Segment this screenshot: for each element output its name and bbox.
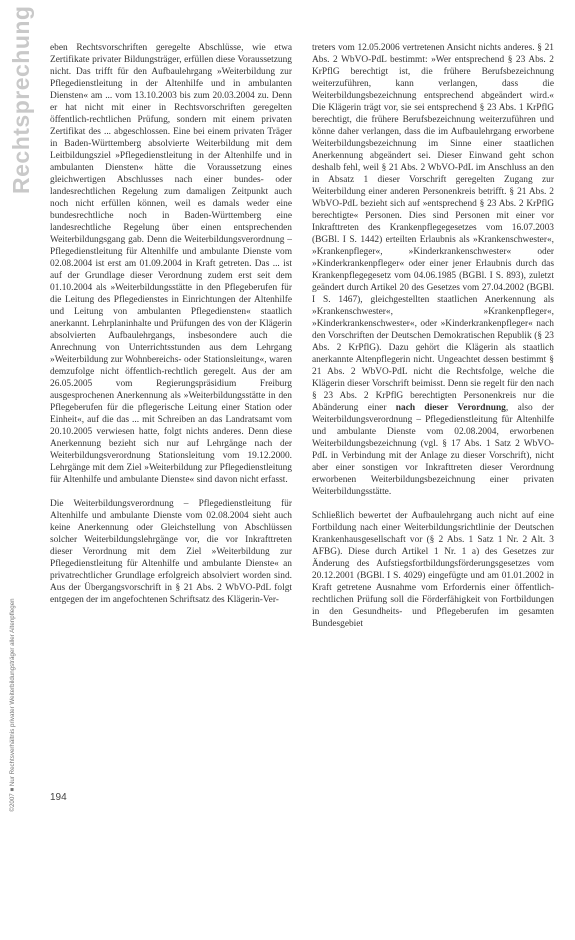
page-number: 194 <box>50 792 67 803</box>
paragraph-gap <box>312 498 554 510</box>
right-paragraph-1 <box>312 42 554 498</box>
left-paragraph-1: eben Rechtsvorschriften geregelte Abschlüsse, wie etwa Zertifikate privater Bildungsträger, erfüllen diese Voraussetzung nicht. Das trifft für den Aufbaulehrgang »Weiterbildung zur Pflegedienstleitung in der Altenhilfe und in ambulanten Diensten« am ... vom 13.10.2003 bis zum 20.03.2004 zu. Denn er hat nicht mit einer in Rechtsvorschriften geregelten öffentlich-rechtlichen Prüfung, sondern mit einem privaten Zertifikat des ... abgeschlossen. Eine bei einem privaten Träger in Baden-Württemberg absolvierte Weiterbildung mit dem Leitbildungsziel »Pflegedienstleitung in der Altenhilfe und in ambulanten Diensten« hätte die Voraussetzung eines gleichwertigen Abschlusses nach einer bundes- oder landesrechtlichen Regelung zum damaligen Zeitpunkt auch noch nicht erfüllen können, weil es damals weder eine bundesrechtliche noch in Baden-Württemberg eine landesrechtliche Regelung über einen entsprechenden Weiterbildungsgang gab. Denn die Weiterbildungsverordnung – Pflegedienstleitung für Altenhilfe und ambulante Dienste vom 02.08.2004 ist erst am 01.09.2004 in Kraft getreten. Das ... ist auf der Grundlage dieser Verordnung zudem erst seit dem 01.10.2004 als »Weiterbildungsstätte in den Pflegeberufen für die Leitung des Pflegedienstes in Einrichtungen der Altenhilfe und Leitung von ambulanten Pflegediensten« staatlich anerkannt. Lehrplaninhalte und Prüfungen des von der Klägerin absolvierten Aufbaulehrgangs, insbesondere auch die Anrechnung von Unterrichtsstunden aus dem Lehrgang »Weiterbildung zur Wohnbereichs- oder Stationsleitung«, waren demzufolge nicht öffentlich-rechtlich geregelt. Aus der am 26.05.2005 vom Regierungspräsidium Freiburg ausgesprochenen Anerkennung als »Weiterbildungsstätte in den Pflegeberufen für die pflegerische Leitung einer Station oder Einheit«, auf die das ... mit Schreiben an das Landratsamt vom 20.10.2005 verwiesen hatte, folgt nichts anderes. Denn diese Anerkennung bezieht sich nur auf Lehrgänge nach der Weiterbildungsverordnung Stationsleitung vom 19.12.2000. Lehrgänge mit dem Ziel »Weiterbildung zur Pflegedienstleitung für Altenhilfe und ambulante Dienste« sind davon nicht erfasst. <box>50 43 292 485</box>
paragraph-gap <box>50 486 292 498</box>
right-paragraph-1-start: treters vom 12.05.2006 vertretenen Ansicht nichts anderes. § 21 Abs. 2 WbVO-PdL bestimmt: »Wer entsprechend § 23 Abs. 2 KrPflG berechtigt ist, die frühere Berufsbezeichnung weiterzuführen, kann verlangen, dass die Weiterbildungsbezeichnung entsprechend abgeändert wird.« Die Klägerin trägt vor, sie sei entsprechend § 23 Abs. 1 KrPflG berechtigt, die frühere Berufsbezeichnung weiterzuführen und könne daher verlangen, dass die im Aufbaulehrgang erworbene Weiterbildungsbezeichnung im Sinne einer staatlichen Anerkennung abgeändert sei. Dieser Einwand geht schon deshalb fehl, weil § 21 Abs. 2 WbVO-PdL im Anschluss an den in Absatz 1 dieser Vorschrift geregelten Zugang zur Weiterbildung einer anderen Personenkreis betrifft. § 21 Abs. 2 WbVO-PdL bezieht sich auf »entsprechend § 23 Abs. 2 KrPflG berechtigte« Personen. Dies sind Personen mit einer vor Inkrafttreten des Krankenpflegegesetzes vom 16.07.2003 (BGBl. I S. 1442) erteilten Erlaubnis als »Krankenschwester«, »Krankenpfleger«, »Kinderkrankenschwester« oder »Kinderkrankenpfleger« oder einer jener Erlaubnis durch das Krankenpflegegesetz vom 04.06.1985 (BGBl. I S. 893), zuletzt geändert durch Artikel 20 des Gesetzes vom 27.04.2002 (BGBl. I S. 1467), gleichgestellten staatlichen Anerkennung als »Krankenschwester«, »Krankenpfleger«, »Kinderkrankenschwester«, oder »Kinderkrankenpfleger« nach den Vorschriften der Deutschen Demokratischen Republik (§ 23 Abs. 2 KrPflG). Dazu gehört die Klägerin als staatlich anerkannte Altenpflegerin nicht. Ungeachtet dessen bestimmt § 21 Abs. 2 WbVO-PdL nicht die Rechtsfolge, welche die Klägerin dieser Vorschrift beimisst. Denn sie regelt für den nach § 23 Abs. 2 KrPflG berechtigten Personenkreis nur die Abänderung einer <box>312 43 554 413</box>
right-paragraph-1-end: , also der Weiterbildungsverordnung – Pflegedienstleitung für Altenhilfe und ambulante Dienste vom 02.08.2004, erworbenen Weiterbildungsbezeichnung (vgl. § 17 Abs. 1 Satz 2 WbVO-PdL in Verbindung mit der Anlage zu dieser Vorschrift), nicht aber einer sonstigen vor Inkrafttreten dieser Verordnung erworbenen Weiterbildungsbezeichnung einer privaten Weiterbildungsstätte. <box>312 403 554 497</box>
left-column <box>50 42 292 606</box>
emphasis-phrase: nach dieser Verordnung <box>395 403 506 413</box>
right-column <box>312 42 554 630</box>
left-paragraph-2: Die Weiterbildungsverordnung – Pflegedienstleitung für Altenhilfe und ambulante Dienste vom 02.08.2004 sieht auch keine Anerkennung oder Gleichstellung von Abschlüssen solcher Weiterbildungslehrgänge vor, die vor Inkrafttreten dieser Verordnung mit dem Ziel »Weiterbildung zur Pflegedienstleitung für Altenhilfe und ambulante Dienste« an privatrechtlicher Grundlage erfolgreich absolviert worden sind. Aus der Übergangsvorschrift in § 21 Abs. 2 WbVO-PdL folgt entgegen der im angefochtenen Schriftsatz des Klägerin-Ver- <box>50 499 292 605</box>
section-title: Rechtsprechung <box>8 5 34 194</box>
sidebar-footer: ©2007 ■ Nur Rechtsverhältnis privater Weiterbildungsträger aller Altenpflegen <box>9 598 16 812</box>
right-paragraph-2: Schließlich bewertet der Aufbaulehrgang auch nicht auf eine Fortbildung nach einer Weiterbildungsrichtlinie der Deutschen Krankenhausgesellschaft vor (§ 2 Abs. 1 Satz 1 Nr. 2 Alt. 3 AFBG). Diese durch Artikel 1 Nr. 1 a) des Gesetzes zur Änderung des Aufstiegsfortbildungsförderungsgesetzes vom 20.12.2001 (BGBl. I S. 4029) eingefügte und am 01.01.2002 in Kraft getretene Ausnahme vom Erfordernis einer öffentlich-rechtlichen Prüfung soll die Förderfähigkeit von Fortbildungen in den Gesundheits- und Pflegeberufen im gesamten Bundesgebiet <box>312 511 554 629</box>
